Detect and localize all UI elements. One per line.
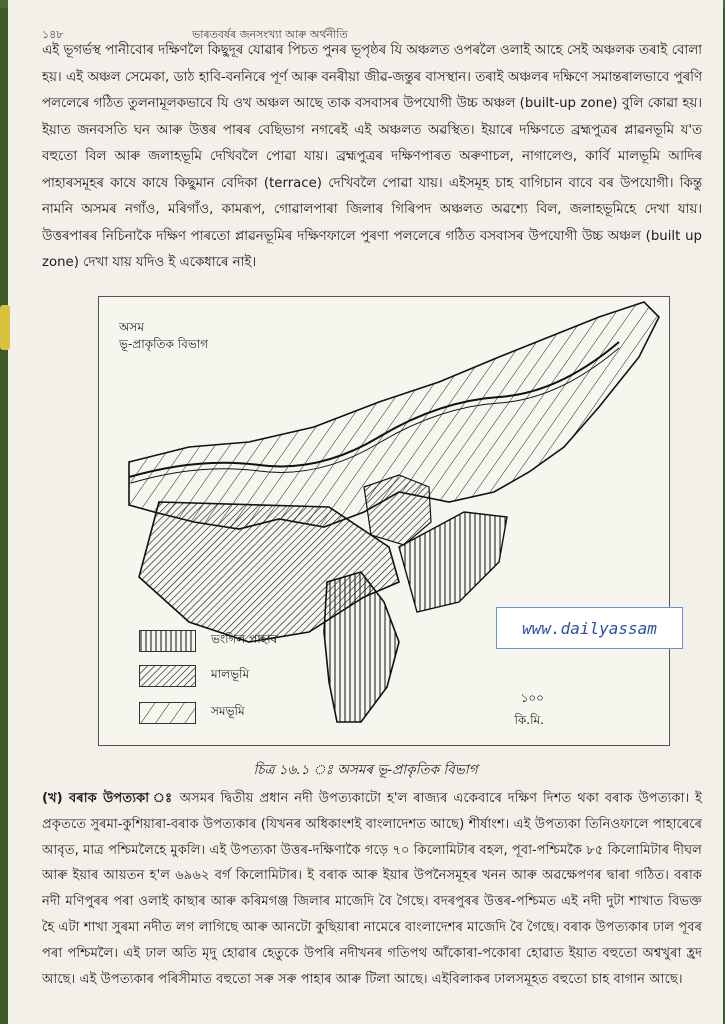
legend-swatch-folded-hills	[139, 630, 196, 652]
legend-swatch-plains	[139, 702, 196, 724]
legend-item-plateau	[139, 662, 339, 688]
page-number: ১৪৮	[42, 28, 64, 41]
running-title: ভাৰতবৰ্ষৰ জনসংখ্যা আৰু অৰ্থনীতি	[192, 28, 348, 41]
legend-label-plains: সমভূমি	[211, 704, 245, 718]
legend-item-folded-hills	[139, 627, 339, 653]
map-title-line1: অসম	[119, 320, 144, 334]
paragraph-terai: এই ভূগৰ্ভস্থ পানীবোৰ দক্ষিণলৈ কিছুদূৰ যোৱাৰ পিচত পুনৰ ভূপৃষ্ঠৰ যি অঞ্চলত ওপৰলৈ ওলাই আহে সেই অঞ্চলক তৰাই বোলা হয়। এই অঞ্চল সেমেকা, ডাঠ হাবি-বননিৰে পূৰ্ণ আৰু বনৰীয়া জীৱ-জন্তুৰ বাসস্থান। তৰাই অঞ্চলৰ দক্ষিণে সমান্তৰালভাবে পুৰণি পললেৰে গঠিত তুলনামূলকভাবে যি ওখ অঞ্চল আছে তাক বসবাসৰ উপযোগী উচ্চ অঞ্চল (built-up zone) বুলি কোৱা হয়। ইয়াত জনবসতি ঘন আৰু উত্তৰ পাৰৰ বেছিভাগ নগৰেই এই অঞ্চলত অৱস্থিত। ইয়াৰে দক্ষিণতে ব্ৰহ্মপুত্ৰৰ প্লাৱনভূমি য'ত বহুতো বিল আৰু জলাহভূমি দেখিবলৈ পোৱা যায়। ব্ৰহ্মপুত্ৰৰ দক্ষিণপাৰত অৰুণাচল, নাগালেণ্ড, কাৰ্বি মালভূমি আদিৰ পাহাৰসমূহৰ কাষে কাষে কিছুমান বেদিকা (terrace) দেখিবলৈ পোৱা যায়। এইসমূহ চাহ বাগিচান বাবে বৰ উপযোগী। কিন্তু নামনি অসমৰ নগাঁও, মৰিগাঁও, কামৰূপ, গোৱালপাৰা জিলাৰ গিৰিপদ অঞ্চলত অৱশ্যে বিল, জলাহভূমিহে দেখা যায়। উত্তৰপাৰৰ নিচিনাকৈ দক্ষিণ পাৰতো প্লাৱনভূমিৰ দক্ষিণফালে পুৰণা পললেৰে গঠিত বসবাসৰ উপযোগী উচ্চ অঞ্চল (built up zone) দেখা যায় যদিও ই একেধাৰে নাই।	[42, 43, 702, 270]
book-page	[8, 0, 723, 1024]
assam-physiographic-map	[98, 296, 670, 746]
legend-item-plains	[139, 699, 339, 725]
watermark-badge: www.dailyassam	[496, 607, 683, 649]
section-heading-barak: (খ) বৰাক উপত্যকা ঃ	[42, 791, 174, 806]
figure-caption: চিত্ৰ ১৬.১ ঃ অসমৰ ভূ-প্ৰাকৃতিক বিভাগ	[253, 762, 478, 778]
paragraph-barak-valley	[42, 786, 702, 992]
paragraph-barak-text: অসমৰ দ্বিতীয় প্ৰধান নদী উপত্যকাটো হ'ল ৰাজ্যৰ একেবাৰে দক্ষিণ দিশত থকা বৰাক উপত্যকা। ই প্ৰকৃততে সুৰমা-কুশিয়াৰা-বৰাক উপত্যকাৰ (যিখনৰ অধিকাংশই বাংলাদেশত আছে) শীৰ্ষাংশ। এই উপত্যকা তিনিওফালে পাহাৰেৰে আবৃত, মাত্ৰ পশ্চিমলৈহে মুকলি। এই উপত্যকা উত্তৰ-দক্ষিণাকৈ গড়ে ৭০ কিলোমিটাৰ বহল, পূবা-পশ্চিমকৈ ৮৫ কিলোমিটাৰ দীঘল আৰু ইয়াৰ আয়তন হ'ল ৬৯৬২ বৰ্গ কিলোমিটাৰ। ই বৰাক আৰু ইয়াৰ উপনৈসমূহৰ খনন আৰু অৱক্ষেপণৰ দ্বাৰা গঠিত। বৰাক নদী মণিপুৰৰ পৰা ওলাই কাছাৰ আৰু কৰিমগঞ্জ জিলাৰ মাজেদি বৈ গৈছে। বদৰপুৰৰ উত্তৰ-পশ্চিমত এই নদী দুটা শাখাত বিভক্ত হৈ এটা শাখা সুৰমা নদীত লগ লাগিছে আৰু আনটো কুছিয়াৰা নামেৰে বাংলাদেশৰ মাজেদি বৈ গৈছে। বৰাক উপত্যকাৰ ঢাল পূবৰ পৰা পশ্চিমলৈ। এই ঢাল অতি মৃদু হোৱাৰ হেতুকে উপৰি নদীখনৰ গতিপথ আঁকোৰা-পকোৰা হোৱাত ইয়াত বহুতো অশ্বখুৰা হ্ৰদ আছে। এই উপত্যকাৰ পৰিসীমাত বহুতো সৰু সৰু পাহাৰ আৰু টিলা আছে। এইবিলাকৰ ঢালসমূহত বহুতো চাহ বাগান আছে।	[42, 791, 702, 987]
scale-unit: কি.মি.	[514, 713, 544, 727]
map-title-line2: ভূ-প্ৰাকৃতিক বিভাগ	[119, 337, 209, 351]
sticky-note-edge	[0, 305, 10, 350]
legend-label-folded-hills: ভংগিল পাহাৰ	[211, 632, 278, 646]
scale-value: ১০০	[520, 691, 544, 705]
legend-label-plateau: মালভূমি	[211, 667, 250, 681]
legend-swatch-plateau	[139, 665, 196, 687]
